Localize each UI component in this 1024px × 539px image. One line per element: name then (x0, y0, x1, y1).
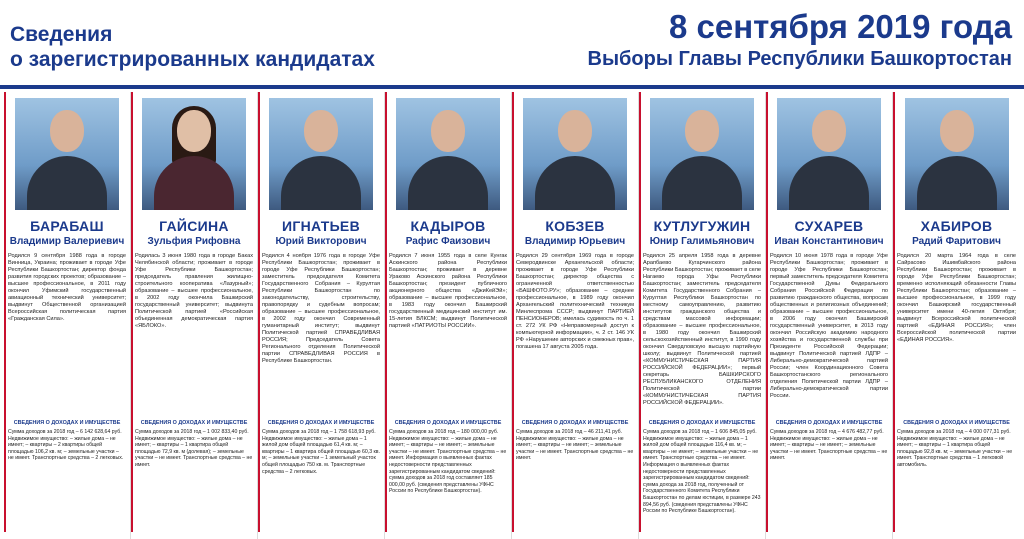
candidate-card (512, 92, 639, 539)
election-date: 8 сентября 2019 года (668, 8, 1012, 45)
candidate-card (4, 92, 131, 539)
candidate-photo (15, 98, 119, 210)
candidate-bio: Родился 25 апреля 1958 года в деревне Арапбаево Кугарчинского района Республики Башкортостан; проживает в селе Нагаево города Уфы Республики Башкортостан; заместитель председателя Комитета Государственного Собрания – Курултая Республики Башкортостан по местному самоуправлению, развитию институтов гражданского общества и средствам массовой информации; образование – высшее профессиональное, в 1980 году окончил Башкирский сельскохозяйственный институт, в 1990 году окончил Свердловскую высшую партийную школу; выдвинут Политической партией «КОММУНИСТИЧЕСКАЯ ПАРТИЯ РОССИЙСКОЙ ФЕДЕРАЦИИ»; первый секретарь БАШКИРСКОГО РЕСПУБЛИКАНСКОГО ОТДЕЛЕНИЯ Политической партии «КОММУНИСТИЧЕСКАЯ ПАРТИЯ РОССИЙСКОЙ ФЕДЕРАЦИИ». (643, 253, 761, 406)
candidate-income: Сумма доходов за 2018 год – 4 676 482,77 руб. Недвижимое имущество: – жилые дома – не имеет; – квартиры – не имеет; – земельные участки – не имеет. Транспортные средства – не имеет. (770, 429, 888, 462)
income-title: СВЕДЕНИЯ О ДОХОДАХ И ИМУЩЕСТВЕ (267, 420, 375, 426)
income-title: СВЕДЕНИЯ О ДОХОДАХ И ИМУЩЕСТВЕ (13, 420, 121, 426)
candidate-card (258, 92, 385, 539)
candidate-card (639, 92, 766, 539)
candidate-bio: Родился 10 июня 1978 года в городе Уфе Республики Башкортостан; проживает в городе Уфе Республики Башкортостан; первый заместитель председателя Комитета Государственной Думы Федерального Собрания Российской Федерации по развитию гражданского общества, вопросам общественных и религиозных объединений; образование – высшее профессиональное, в 2006 году окончил Башкирский государственный университет, в 2013 году окончил Российскую академию народного хозяйства и государственной службы при Президенте Российской Федерации; выдвинут Политической партией ЛДПР – Либерально-демократической партией России; член Координационного Совета Башкортостанского регионального отделения Политической партии ЛДПР – Либерально-демократической партии России. (770, 253, 888, 399)
income-title: СВЕДЕНИЯ О ДОХОДАХ И ИМУЩЕСТВЕ (521, 420, 629, 426)
card-accent-bar (893, 92, 895, 532)
candidate-name: Юнир Галимьянович (649, 236, 755, 247)
candidate-income: Сумма доходов за 2018 год – 4 000 077,31 руб. Недвижимое имущество: – жилые дома – не имеет; – квартиры – 1 квартира общей площадью 92,8 кв. м; – земельные участки – не имеет. Транспортные средства – 1 легковой автомобиль. (897, 429, 1013, 468)
candidate-photo (777, 98, 881, 210)
candidate-income: Сумма доходов за 2018 год – 1 606 845,05 руб. Недвижимое имущество: – жилые дома – 1 жилой дом общей площадью 116,4 кв. м; – квартиры – не имеет; – земельные участки – не имеет. Транспортные средства – не имеет. Информация о выявленных фактах недостоверности представленных зарегистрированным кандидатом сведений: сумма дохода за 2018 год, полученный от Государственного Комитета Республики Башкортостан по делам юстиции, в размере 243 894,56 руб. (сведения представлены УФНС России по Республике Башкортостан). (643, 429, 761, 515)
election-name: Выборы Главы Республики Башкортостан (587, 48, 1012, 70)
candidate-bio: Родился 29 сентября 1969 года в городе Северодвинске Архангельской области; проживает в городе Уфе Республики Башкортостан; директор общества с ограниченной ответственностью «БАШФОТО.РУ»; образование – среднее профессиональное, в 1989 году окончил Архангельский политехнический техникум Минлеспрома СССР; выдвинут ПАРТИЕЙ ПЕНСИОНЕРОВ; имелась судимость по ч. 1 ст. 272 УК РФ «Неправомерный доступ к компьютерной информации», ч. 2 ст. 146 УК РФ «Нарушение авторских и смежных прав», погашена 17 августа 2005 года. (516, 253, 634, 350)
candidates-grid (4, 92, 1020, 539)
card-accent-bar (385, 92, 387, 532)
candidate-income: Сумма доходов за 2018 год – 6 142 628,64 руб. Недвижимое имущество: – жилые дома – не имеет; – квартиры – 2 квартиры общей площадью 106,2 кв. м; – земельные участки – не имеет. Транспортные средства – 2 легковых. (8, 429, 124, 462)
candidate-income: Сумма доходов за 2018 год – 180 000,00 руб. Недвижимое имущество: – жилые дома – не имеет; – квартиры – не имеет; – земельные участки – не имеет. Транспортные средства – не имеет. Информация о выявленных фактах недостоверности представленных зарегистрированным кандидатом сведений: сумма доходов за 2018 год составляет 185 000,00 руб. (сведения представлены УФНС России по Республике Башкортостан). (389, 429, 507, 495)
card-accent-bar (766, 92, 768, 532)
header-left-title (10, 22, 375, 72)
candidate-surname: КОБЗЕВ (545, 218, 605, 234)
page-header (0, 0, 1024, 82)
header-title-line2: о зарегистрированных кандидатах (10, 48, 375, 71)
candidate-photo (523, 98, 627, 210)
card-accent-bar (4, 92, 6, 532)
candidate-income: Сумма доходов за 2018 год – 46 211,41 руб. Недвижимое имущество: – жилые дома – не имеет; – квартиры – не имеет; – земельные участки – не имеет. Транспортные средства – не имеет. (516, 429, 634, 462)
income-title: СВЕДЕНИЯ О ДОХОДАХ И ИМУЩЕСТВЕ (775, 420, 883, 426)
header-title-line1: Сведения (10, 23, 113, 46)
income-title: СВЕДЕНИЯ О ДОХОДАХ И ИМУЩЕСТВЕ (394, 420, 502, 426)
card-accent-bar (639, 92, 641, 532)
candidate-name: Зульфия Рифовна (147, 236, 241, 247)
candidate-photo (905, 98, 1009, 210)
candidate-surname: КУТЛУГУЖИН (653, 218, 751, 234)
candidate-bio: Родился 7 июня 1955 года в селе Кунгак Аскинского района Республики Башкортостан; проживает в деревне Ураково Аскинского района Республики Башкортостан; президент публичного акционерного общества «ДжиКейЭй»; образование – высшее профессиональное, в 1983 году окончил Башкирский государственный медицинский институт им. 15-летия ВЛКСМ; выдвинут Политической партией «ПАТРИОТЫ РОССИИ». (389, 253, 507, 329)
candidate-surname: БАРАБАШ (30, 218, 104, 234)
income-title: СВЕДЕНИЯ О ДОХОДАХ И ИМУЩЕСТВЕ (140, 420, 248, 426)
card-accent-bar (131, 92, 133, 532)
header-divider (0, 85, 1024, 89)
candidate-name: Иван Константинович (774, 236, 884, 247)
candidate-photo (269, 98, 373, 210)
candidate-surname: ИГНАТЬЕВ (282, 218, 360, 234)
candidate-card (385, 92, 512, 539)
candidate-name: Юрий Викторович (275, 236, 367, 247)
candidate-name: Радий Фаритович (912, 236, 1001, 247)
candidate-bio: Родился 4 ноября 1976 года в городе Уфе Республики Башкортостан; проживает в городе Уфе Республики Башкортостан; заместитель председателя Комитета Государственного Собрания – Курултая Республики Башкортостан по законодательству, строительству, правопорядку и судебным вопросам; образование – высшее профессиональное, в 2002 году окончил Современный гуманитарный институт; выдвинут Политической партией СПРАВЕДЛИВАЯ РОССИЯ; Председатель Совета Регионального отделения Политической партии СПРАВЕДЛИВАЯ РОССИЯ в Республике Башкортостан. (262, 253, 380, 364)
candidate-bio: Родилась 3 июня 1980 года в городе Баках Челябинской области; проживает в городе Уфе Республики Башкортостан; председатель правления жилищно-строительного кооператива «Лазурный»; образование – высшее профессиональное, в 2002 году окончила Башкирский государственный университет; выдвинута Политической партией «Российская объединенная демократическая партия «ЯБЛОКО». (135, 253, 253, 329)
candidate-photo (142, 98, 246, 210)
income-title: СВЕДЕНИЯ О ДОХОДАХ И ИМУЩЕСТВЕ (648, 420, 756, 426)
candidate-income: Сумма доходов за 2018 год – 1 002 833,40 руб. Недвижимое имущество: – жилые дома – не имеет; – квартиры – 1 квартира общей площадью 72,9 кв. м (долевая); – земельные участки – не имеет. Транспортные средства – не имеет. (135, 429, 253, 468)
candidate-surname: ХАБИРОВ (920, 218, 993, 234)
candidate-name: Владимир Юрьевич (524, 236, 626, 247)
candidate-bio: Родился 20 марта 1964 года в селе Сайрасово Ишимбайского района Республики Башкортостан; проживает в городе Уфе Республики Башкортостан; временно исполняющий обязанности Главы Республики Башкортостан; образование – высшее профессиональное, в 1999 году окончил Башкирский государственный университет имени 40-летия Октября; выдвинут Всероссийской политической партией «ЕДИНАЯ РОССИЯ»; член Всероссийской политической партии «ЕДИНАЯ РОССИЯ». (897, 253, 1016, 343)
candidate-surname: СУХАРЕВ (794, 218, 864, 234)
card-accent-bar (258, 92, 260, 532)
income-title: СВЕДЕНИЯ О ДОХОДАХ И ИМУЩЕСТВЕ (903, 420, 1010, 426)
candidate-name: Рафис Фаизович (405, 236, 491, 247)
header-right-title (588, 8, 1012, 72)
candidate-surname: КАДЫРОВ (410, 218, 486, 234)
candidate-surname: ГАЙСИНА (159, 218, 229, 234)
candidate-photo (650, 98, 754, 210)
candidate-photo (396, 98, 500, 210)
candidate-income: Сумма доходов за 2018 год – 1 758 618,93 руб. Недвижимое имущество: – жилые дома – 1 жилой дом общей площадью 61,4 кв. м; – квартиры – 1 квартира общей площадью 60,3 кв. м; – земельные участки – 1 земельный участок общей площадью 750 кв. м. Транспортные средства – 2 легковых. (262, 429, 380, 475)
candidate-card (766, 92, 893, 539)
candidate-card (131, 92, 258, 539)
candidate-bio: Родился 9 сентября 1988 года в городе Винница, Украина; проживает в городе Уфе Республики Башкортостан; директор фонда развития городских проектов; образование – высшее профессиональное, в 2011 году окончил Уфимский государственный авиационный технический университет; выдвинут Общественной организацией Всероссийская политическая партия «Гражданская Сила». (8, 253, 126, 322)
candidate-card (893, 92, 1020, 539)
card-accent-bar (512, 92, 514, 532)
candidate-name: Владимир Валериевич (9, 236, 125, 247)
